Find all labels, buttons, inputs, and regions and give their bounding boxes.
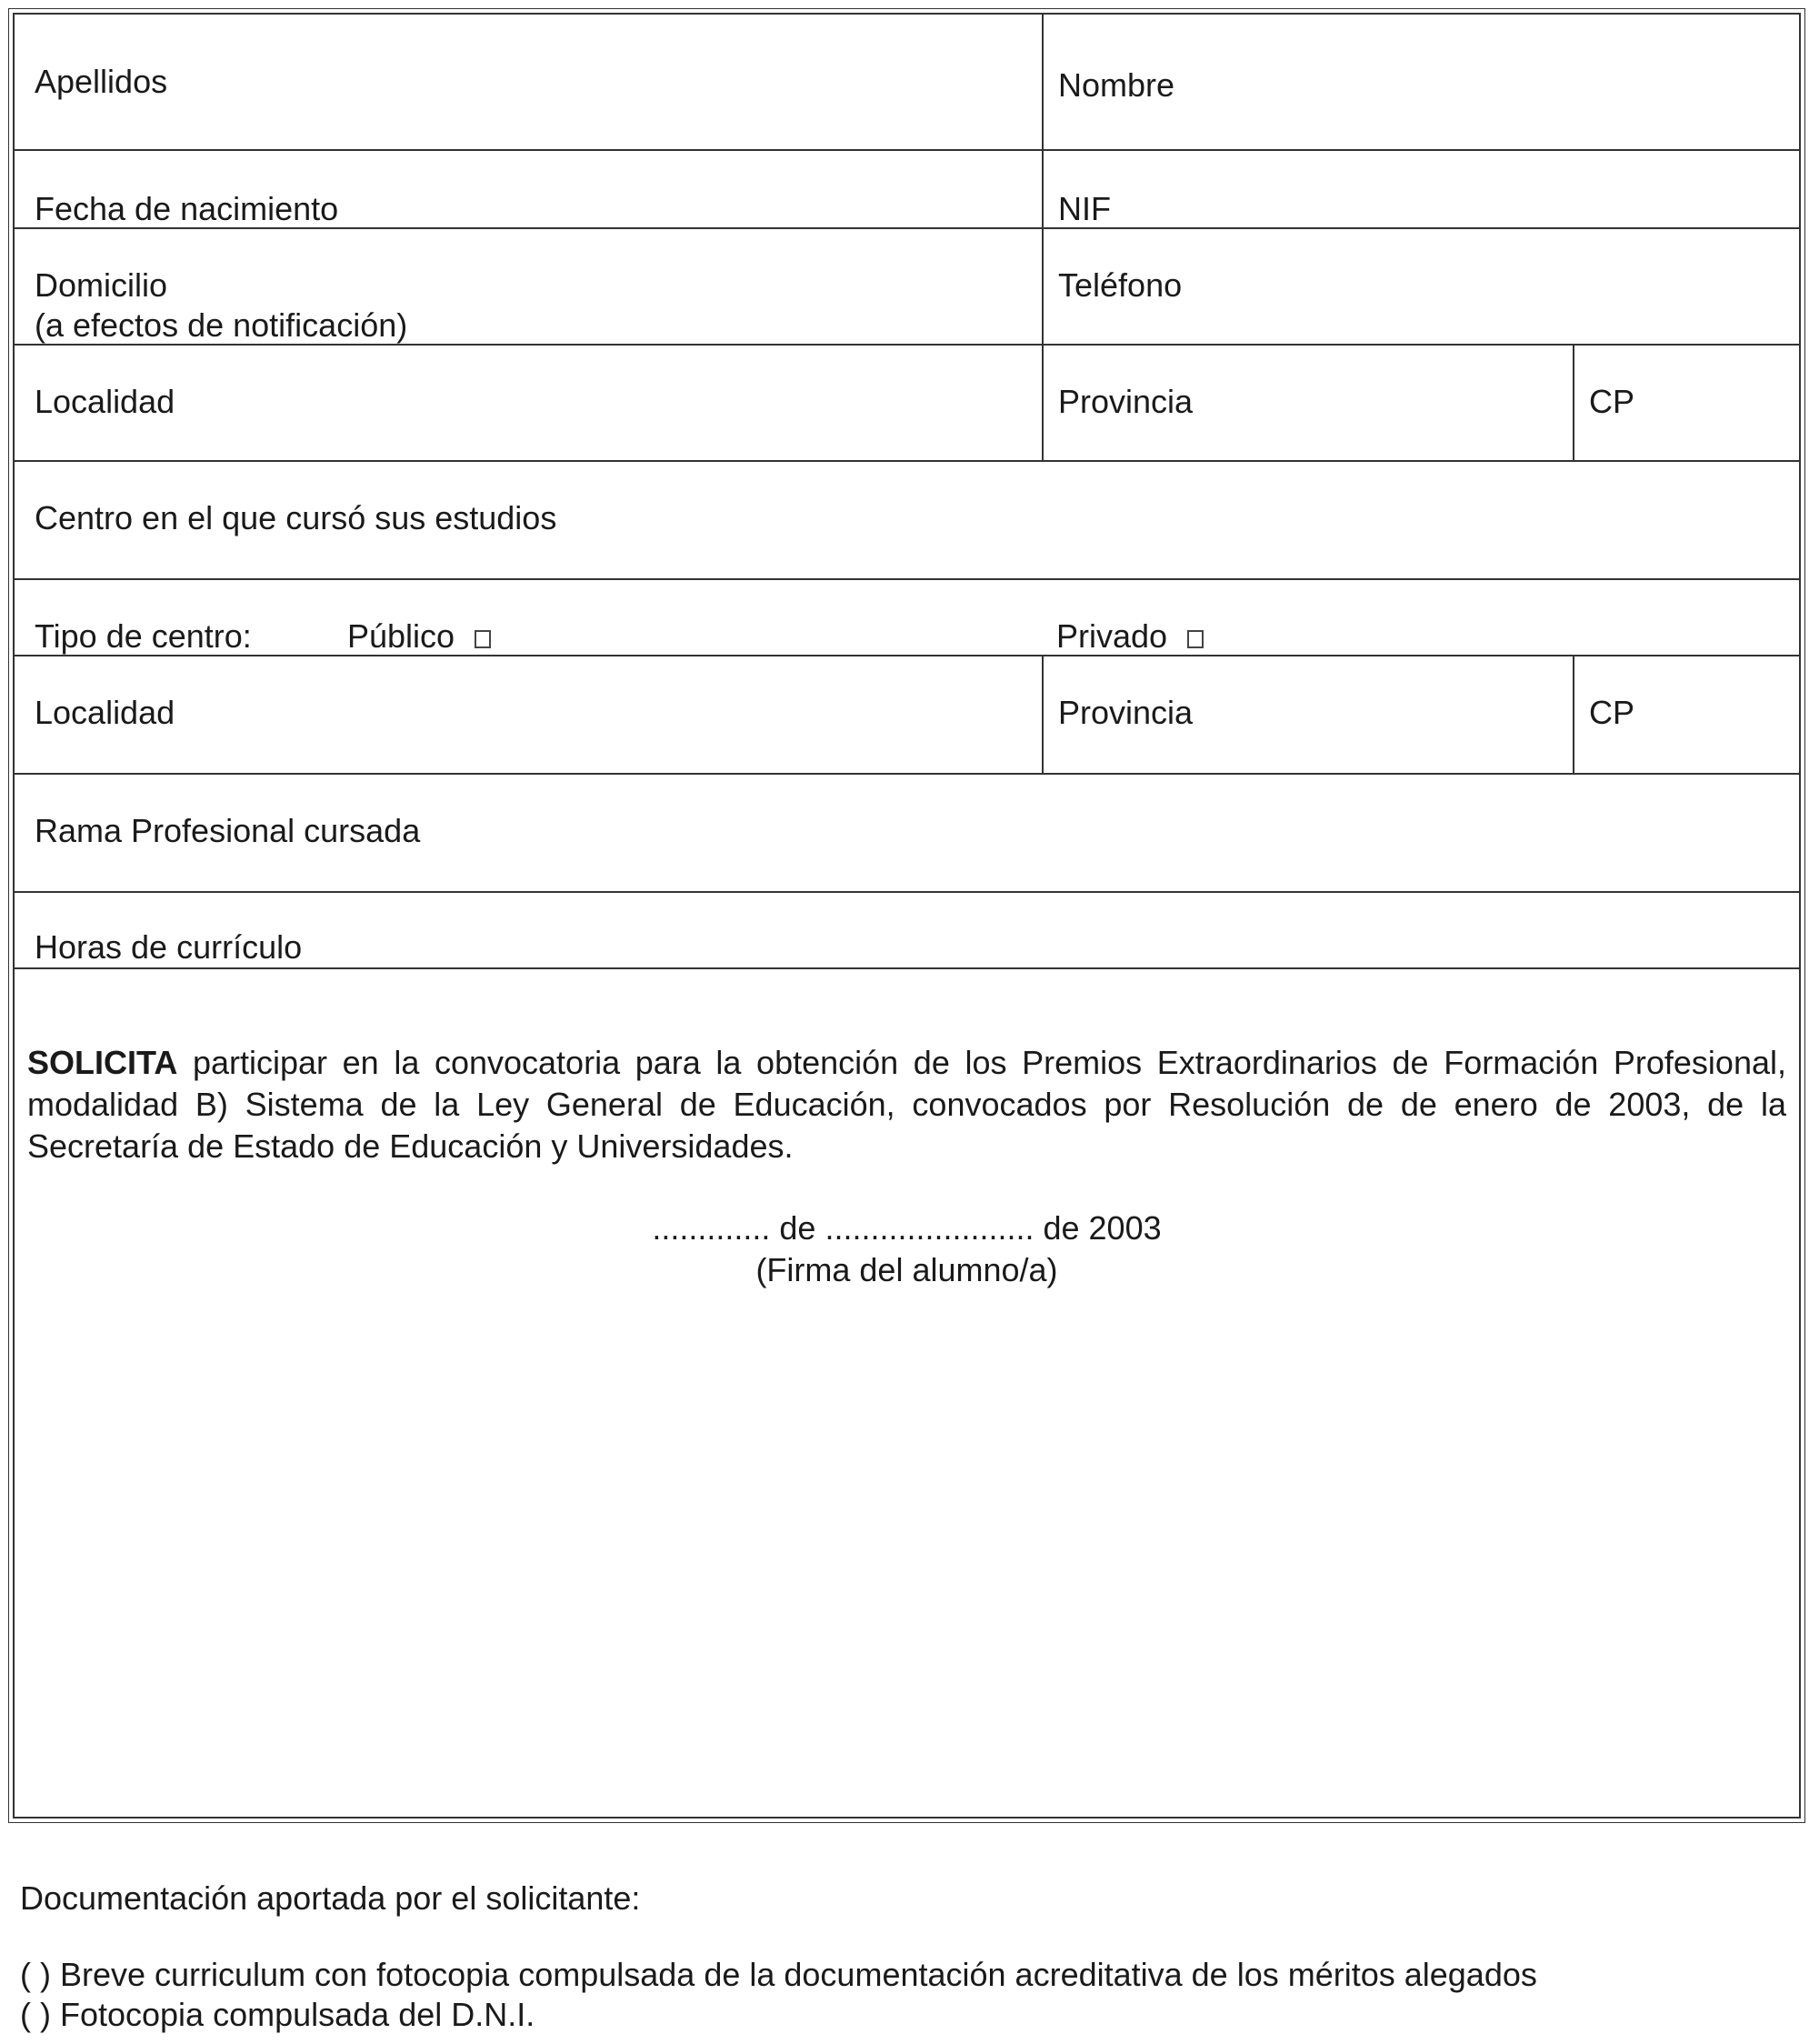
centro-localidad-label: Localidad — [35, 694, 175, 731]
localidad-label: Localidad — [35, 383, 175, 420]
row-localidad-provincia-cp — [15, 346, 1799, 462]
signature-caption: (Firma del alumno/a) — [755, 1251, 1058, 1288]
domicilio-note: (a efectos de notificación) — [35, 306, 408, 344]
application-form — [13, 13, 1801, 1819]
tipo-centro-label: Tipo de centro: — [35, 617, 252, 655]
row-tipo-centro — [15, 580, 1799, 656]
signature-date-line: ............. de ....................... de 2003 — [652, 1209, 1162, 1247]
centro-label: Centro en el que cursó sus estudios — [35, 499, 557, 536]
documentacion-item-curriculum: ( ) Breve curriculum con fotocopia compulsada de la documentación acreditativa de los méritos alegados — [20, 1956, 1537, 1993]
apellidos-cell[interactable] — [15, 15, 1042, 149]
rama-label: Rama Profesional cursada — [35, 812, 421, 849]
privado-label: Privado — [1056, 617, 1168, 655]
nif-label: NIF — [1058, 190, 1111, 227]
centro-cell[interactable] — [15, 462, 1799, 578]
provincia-label: Provincia — [1058, 383, 1194, 420]
fecha-nacimiento-label: Fecha de nacimiento — [35, 190, 339, 227]
row-fecha-nif — [15, 151, 1799, 229]
privado-cell — [1042, 580, 1799, 655]
localidad-cell[interactable] — [15, 346, 1042, 460]
row-centro-localidad-provincia-cp — [15, 656, 1799, 775]
domicilio-cell[interactable] — [15, 229, 1042, 344]
nombre-cell[interactable] — [1042, 15, 1799, 149]
publico-option[interactable] — [347, 616, 491, 656]
centro-cp-cell[interactable] — [1573, 656, 1799, 773]
publico-checkbox[interactable] — [475, 630, 491, 648]
centro-provincia-cell[interactable] — [1042, 656, 1573, 773]
row-apellidos-nombre — [15, 15, 1799, 151]
documentacion-title: Documentación aportada por el solicitante: — [20, 1879, 641, 1917]
horas-label: Horas de currículo — [35, 928, 303, 966]
cp-cell[interactable] — [1573, 346, 1799, 460]
centro-cp-label: CP — [1589, 694, 1635, 731]
signature-area[interactable] — [15, 1306, 1799, 1817]
row-rama — [15, 775, 1799, 893]
centro-provincia-label: Provincia — [1058, 694, 1194, 731]
solicitud-text: participar en la convocatoria para la obtención de los Premios Extraordinarios de Formación Profesional, modalidad B) Sistema de la Ley General de Educación, convocados por Resolución de de enero de 2003, de la Secretaría de Estado de Educación y Universidades. — [27, 1044, 1786, 1165]
solicitud-paragraph — [27, 1042, 1786, 1167]
apellidos-label: Apellidos — [35, 63, 168, 100]
privado-checkbox[interactable] — [1187, 630, 1204, 648]
rama-cell[interactable] — [15, 775, 1799, 891]
tipo-centro-cell — [15, 580, 1042, 655]
publico-label: Público — [347, 617, 455, 655]
row-domicilio-telefono — [15, 229, 1799, 346]
row-centro — [15, 462, 1799, 580]
domicilio-label: Domicilio — [35, 266, 168, 304]
centro-localidad-cell[interactable] — [15, 656, 1042, 773]
solicita-keyword: SOLICITA — [27, 1044, 178, 1081]
privado-option[interactable] — [1056, 616, 1204, 656]
cp-label: CP — [1589, 383, 1635, 420]
telefono-label: Teléfono — [1058, 266, 1183, 304]
nombre-label: Nombre — [1058, 66, 1175, 104]
nif-cell[interactable] — [1042, 151, 1799, 227]
telefono-cell[interactable] — [1042, 229, 1799, 344]
row-horas — [15, 893, 1799, 969]
provincia-cell[interactable] — [1042, 346, 1573, 460]
horas-cell[interactable] — [15, 893, 1799, 967]
documentacion-item-dni: ( ) Fotocopia compulsada del D.N.I. — [20, 1996, 535, 2033]
fecha-nacimiento-cell[interactable] — [15, 151, 1042, 227]
